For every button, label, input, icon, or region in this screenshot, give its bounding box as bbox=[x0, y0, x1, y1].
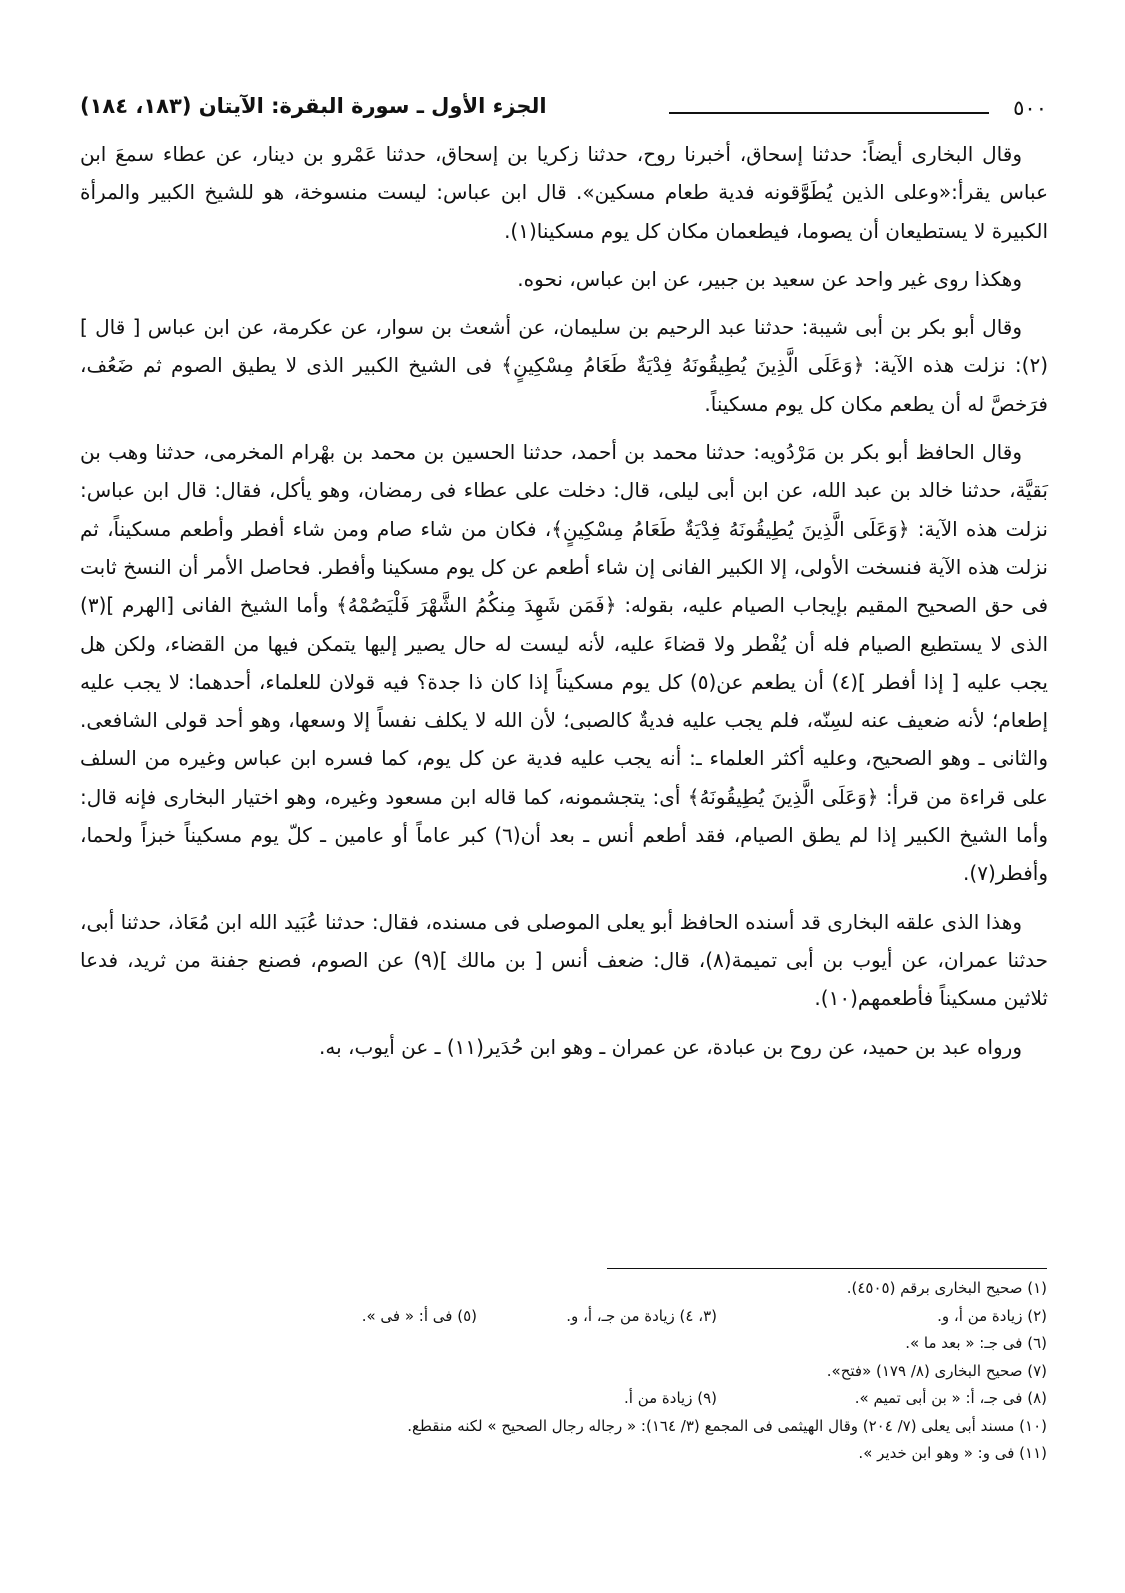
footnote: (٦) فى جـ: « بعد ما ». bbox=[905, 1334, 1047, 1352]
footnote-row bbox=[79, 1413, 1047, 1441]
paragraph: وهذا الذى علقه البخارى قد أسنده الحافظ أبو يعلى الموصلى فى مسنده، فقال: حدثنا عُبَيد الله ابن مُعَاذ، حدثنا أبى، حدثنا عمران، عن أيوب بن أبى تميمة(٨)، قال: ضعف أنس [ بن مالك ](٩) عن الصوم، فصنع جفنة من ثريد، فدعا ثلاثين مسكيناً فأطعمهم(١٠). bbox=[80, 909, 1049, 1011]
footnote: (٢) زيادة من أ، و. bbox=[937, 1306, 1047, 1325]
footnote-row bbox=[79, 1275, 1047, 1303]
footnote: (١١) فى و: « وهو ابن خدير ». bbox=[858, 1444, 1047, 1462]
footnote: (٣، ٤) زيادة من جـ، أ، و. bbox=[566, 1306, 717, 1325]
footnote: (٩) زيادة من أ. bbox=[624, 1389, 717, 1407]
paragraph: وقال الحافظ أبو بكر بن مَرْدُويه: حدثنا محمد بن أحمد، حدثنا الحسين بن محمد بن بهْرام المخرمى، حدثنا وهب بن بَقيَّة، حدثنا خالد بن عبد الله، عن ابن أبى ليلى، قال: دخلت على عطاء فى رمضان، وهو يأكل، فقال: قال ابن عباس: نزلت هذه الآية: ﴿وَعَلَى الَّذِينَ يُطِيقُونَهُ فِدْيَةٌ طَعَامُ مِسْكِينٍ﴾، فكان من شاء صام ومن شاء أفطر وأطعم مسكيناً، ثم نزلت هذه الآية فنسخت الأولى، إلا الكبير الفانى إن شاء أطعم عن كل يوم مسكينا وأفطر. فحاصل الأمر أن النسخ ثابت فى حق الصحيح المقيم بإيجاب الصيام عليه، بقوله: ﴿فَمَن شَهِدَ مِنكُمُ الشَّهْرَ فَلْيَصُمْهُ﴾ وأما الشيخ الفانى [الهرم ](٣) الذى لا يستطيع الصيام فله أن يُفْطر ولا قضاءَ عليه، لأنه ليست له حال يصير إليها يتمكن فيها من القضاء، ولكن هل يجب عليه [ إذا أفطر ](٤) أن يطعم عن(٥) كل يوم مسكيناً إذا كان ذا جدة؟ فيه قولان للعلماء، أحدهما: لا يجب عليه إطعام؛ لأنه ضعيف عنه لسِنّه، فلم يجب عليه فديةٌ كالصبى؛ لأن الله لا يكلف نفساً إلا وسعها، وهو أحد قولى الشافعى. والثانى ـ وهو الصحيح، وعليه أكثر العلماء ـ: أنه يجب عليه فدية عن كل يوم، كما فسره ابن عباس وغيره من السلف على قراءة من قرأ: ﴿وَعَلَى الَّذِينَ يُطِيقُونَهُ﴾ أى: يتجشمونه، كما قاله ابن مسعود وغيره، وهو اختيار البخارى فإنه قال: وأما الشيخ الكبير إذا لم يطق الصيام، فقد أطعم أنس ـ بعد أن(٦) كبر عاماً أو عامين ـ كلّ يوم مسكيناً خبزاً ولحما، وأفطر(٧). bbox=[80, 440, 1048, 886]
footnote-row bbox=[79, 1385, 1047, 1413]
footnote-rule bbox=[607, 1268, 1047, 1269]
footnote: (١٠) مسند أبى يعلى (٧/ ٢٠٤) وقال الهيثمى فى المجمع (٣/ ١٦٤): « رجاله رجال الصحيح » لكنه منقطع. bbox=[407, 1416, 1047, 1435]
footnote: (٥) فى أ: « فى ». bbox=[361, 1306, 477, 1325]
paragraph: وهكذا روى غير واحد عن سعيد بن جبير، عن ابن عباس، نحوه. bbox=[517, 266, 1022, 291]
footnote-row bbox=[79, 1440, 1047, 1468]
paragraph: ورواه عبد بن حميد، عن روح بن عبادة، عن عمران ـ وهو ابن حُدَير(١١) ـ عن أيوب، به. bbox=[319, 1034, 1022, 1059]
paragraph: وقال البخارى أيضاً: حدثنا إسحاق، أخبرنا روح، حدثنا زكريا بن إسحاق، حدثنا عَمْرو بن دينار، عن عطاء سمعَ ابن عباس يقرأ:«وعلى الذين يُطَوَّقونه فدية طعام مسكين». قال ابن عباس: ليست منسوخة، هو للشيخ الكبير والمرأة الكبيرة لا يستطيعان أن يصوما، فيطعمان مكان كل يوم مسكينا(١). bbox=[80, 142, 1048, 243]
footnote: (٨) فى جـ، أ: « بن أبى تميم ». bbox=[854, 1389, 1047, 1407]
footnote-row bbox=[79, 1358, 1047, 1386]
footnote-row bbox=[79, 1303, 1047, 1331]
paragraph: وقال أبو بكر بن أبى شيبة: حدثنا عبد الرحيم بن سليمان، عن أشعث بن سوار، عن عكرمة، عن ابن عباس [ قال ](٢): نزلت هذه الآية: ﴿وَعَلَى الَّذِينَ يُطِيقُونَهُ فِدْيَةٌ طَعَامُ مِسْكِينٍ﴾ فى الشيخ الكبير الذى لا يطيق الصوم ثم ضَعُف، فرَخصَّ له أن يطعم مكان كل يوم مسكيناً. bbox=[80, 315, 1048, 416]
main-text bbox=[80, 135, 1048, 1066]
page-header bbox=[80, 90, 1047, 130]
footnote-row bbox=[79, 1330, 1047, 1358]
footnote: (١) صحيح البخارى برقم (٤٥٠٥). bbox=[846, 1279, 1047, 1297]
footnote: (٧) صحيح البخارى (٨/ ١٧٩) «فتح». bbox=[826, 1361, 1047, 1380]
header-rule bbox=[669, 112, 989, 114]
page-number: ٥٠٠ bbox=[1013, 96, 1047, 120]
running-title: الجزء الأول ـ سورة البقرة: الآيتان (١٨٣، ١٨٤) bbox=[80, 94, 547, 118]
footnotes bbox=[79, 1275, 1047, 1468]
